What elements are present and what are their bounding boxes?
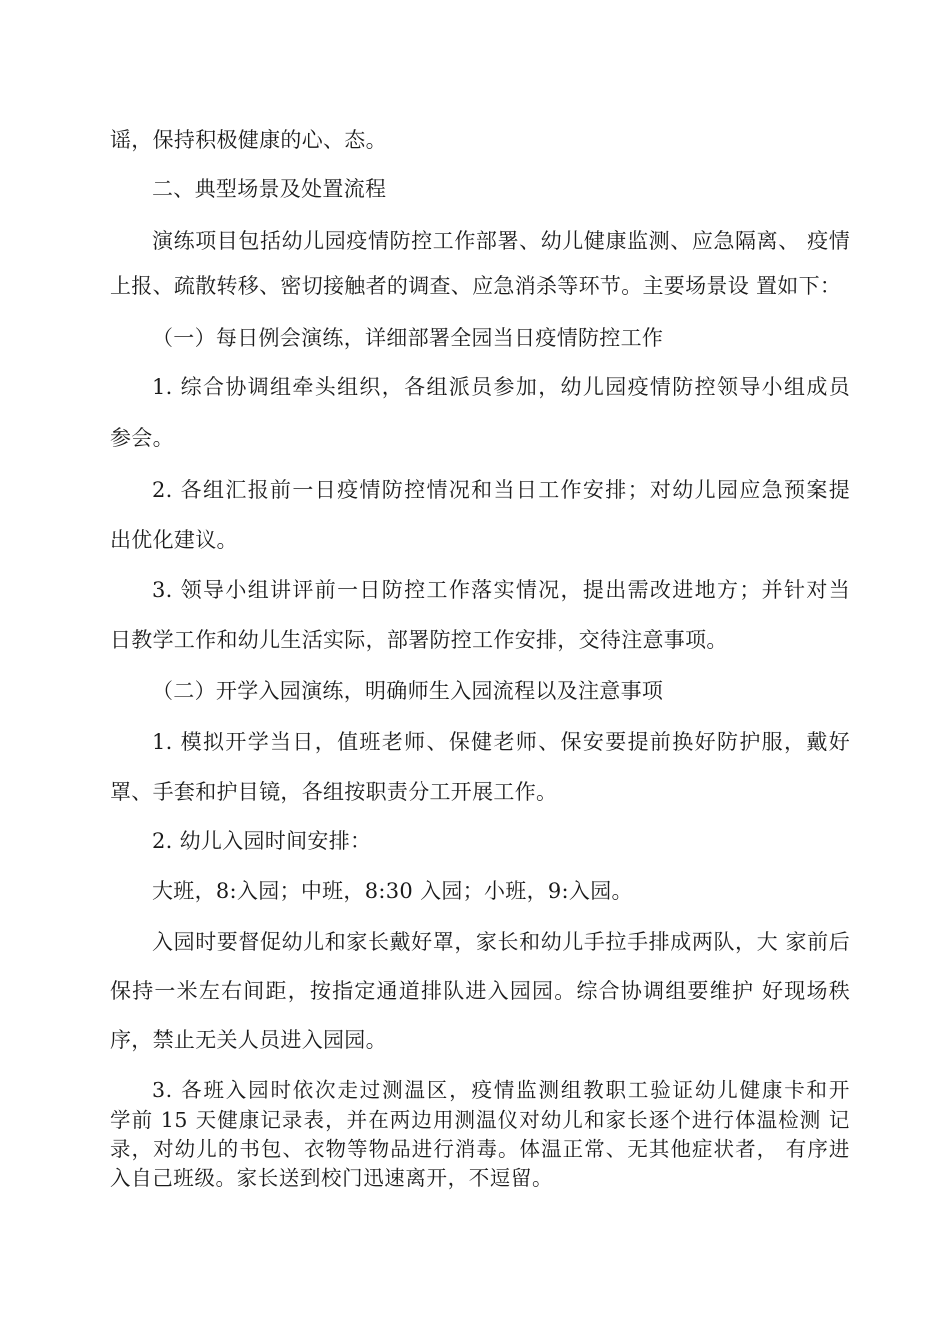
paragraph-line: 入园时要督促幼儿和家长戴好罩，家长和幼儿手拉手排成两队，大 家前后 xyxy=(152,930,850,954)
paragraph-line: 出优化建议。 xyxy=(110,528,238,552)
paragraph-line: 1. 综合协调组牵头组织，各组派员参加，幼儿园疫情防控领导小组成员 xyxy=(152,375,850,399)
paragraph-line: 2. 各组汇报前一日疫情防控情况和当日工作安排；对幼儿园应急预案提 xyxy=(152,478,850,502)
paragraph-line: 保持一米左右间距，按指定通道排队进入园园。综合协调组要维护 好现场秩 xyxy=(110,979,850,1003)
section-heading: 二、典型场景及处置流程 xyxy=(152,177,387,201)
paragraph-line: 1. 模拟开学当日，值班老师、保健老师、保安要提前换好防护服，戴好 xyxy=(152,730,850,754)
paragraph-line: 学前 15 天健康记录表，并在两边用测温仪对幼儿和家长逐个进行体温检测 记 xyxy=(110,1108,850,1132)
paragraph-line: 序，禁止无关人员进入园园。 xyxy=(110,1028,387,1052)
paragraph-line: 日教学工作和幼儿生活实际，部署防控工作安排，交待注意事项。 xyxy=(110,628,728,652)
subsection-heading: （二）开学入园演练，明确师生入园流程以及注意事项 xyxy=(152,679,664,703)
paragraph-line: 录，对幼儿的书包、衣物等物品进行消毒。体温正常、无其他症状者， 有序进 xyxy=(110,1137,850,1161)
paragraph-line: 罩、手套和护目镜，各组按职责分工开展工作。 xyxy=(110,780,558,804)
paragraph-line: 2. 幼儿入园时间安排： xyxy=(152,829,372,853)
paragraph-line: 3. 领导小组讲评前一日防控工作落实情况，提出需改进地方；并针对当 xyxy=(152,578,850,602)
subsection-heading: （一）每日例会演练，详细部署全园当日疫情防控工作 xyxy=(152,326,664,350)
paragraph-line: 演练项目包括幼儿园疫情防控工作部署、幼儿健康监测、应急隔离、 疫情 xyxy=(152,229,850,253)
paragraph-line: 3. 各班入园时依次走过测温区，疫情监测组教职工验证幼儿健康卡和开 xyxy=(152,1078,850,1102)
paragraph-line: 上报、疏散转移、密切接触者的调查、应急消杀等环节。主要场景设 置如下： xyxy=(110,274,842,298)
paragraph-line: 入自己班级。家长送到校门迅速离开，不逗留。 xyxy=(110,1166,554,1190)
paragraph-continuation: 谣，保持积极健康的心、态。 xyxy=(110,128,387,152)
paragraph-line: 参会。 xyxy=(110,426,174,450)
paragraph-line: 大班，8:入园；中班，8:30 入园；小班，9:入园。 xyxy=(152,879,633,903)
